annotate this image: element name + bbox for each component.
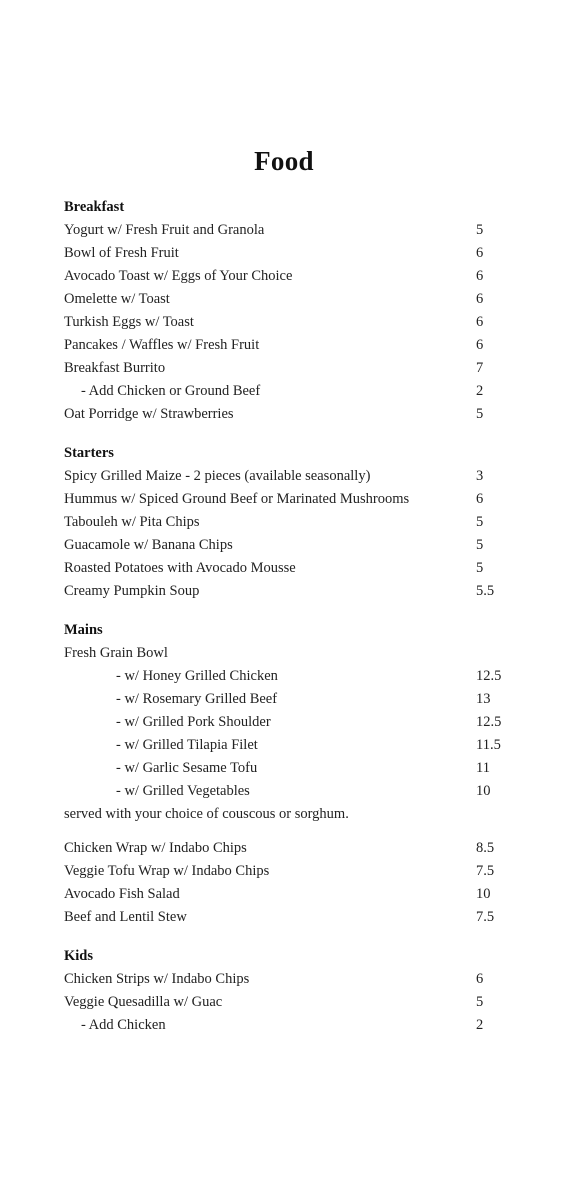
menu-item: [64, 511, 514, 534]
section-heading: Starters: [64, 445, 114, 461]
menu-item: [64, 403, 514, 426]
item-name: Fresh Grain Bowl: [64, 645, 168, 661]
section-heading: Kids: [64, 948, 94, 964]
bowl-variant: [64, 757, 514, 780]
variant-name: - w/ Grilled Vegetables: [116, 783, 250, 799]
addon-name: - Add Chicken: [81, 1017, 166, 1033]
item-name: Oat Porridge w/ Strawberries: [64, 406, 234, 422]
addon-price: 2: [476, 1017, 484, 1033]
bowl-variant: [64, 711, 514, 734]
item-price: 5: [476, 560, 484, 576]
item-price: 5: [476, 222, 484, 238]
bowl-variant: [64, 780, 514, 803]
bowl-variant: [64, 688, 514, 711]
section-starters: [64, 442, 514, 603]
item-name: Guacamole w/ Banana Chips: [64, 537, 233, 553]
menu-item: [64, 242, 514, 265]
variant-price: 12.5: [476, 714, 502, 730]
menu-item: [64, 311, 514, 334]
menu-item: [64, 906, 514, 929]
item-price: 6: [476, 491, 484, 507]
item-name: Beef and Lentil Stew: [64, 909, 187, 925]
menu-item: [64, 488, 514, 511]
item-name: Chicken Strips w/ Indabo Chips: [64, 971, 250, 987]
section-heading: Breakfast: [64, 199, 125, 215]
item-name: Hummus w/ Spiced Ground Beef or Marinated Mushrooms: [64, 491, 410, 507]
item-name: Veggie Tofu Wrap w/ Indabo Chips: [64, 863, 270, 879]
item-name: Roasted Potatoes with Avocado Mousse: [64, 560, 296, 576]
item-price: 7: [476, 360, 484, 376]
bowl-note: served with your choice of couscous or sorghum.: [64, 806, 349, 822]
menu-item: [64, 334, 514, 357]
item-price: 5: [476, 406, 484, 422]
item-name: Pancakes / Waffles w/ Fresh Fruit: [64, 337, 260, 353]
menu-item: [64, 991, 514, 1014]
item-price: 6: [476, 337, 484, 353]
menu-item: [64, 357, 514, 380]
menu-item: [64, 265, 514, 288]
item-name: Bowl of Fresh Fruit: [64, 245, 179, 261]
menu: [64, 196, 514, 1053]
item-price: 3: [476, 468, 484, 484]
variant-price: 10: [476, 783, 491, 799]
variant-price: 13: [476, 691, 491, 707]
menu-item: [64, 557, 514, 580]
menu-item: [64, 968, 514, 991]
menu-item: [64, 465, 514, 488]
menu-item: [64, 534, 514, 557]
item-price: 7.5: [476, 863, 495, 879]
bowl-variant: [64, 665, 514, 688]
item-name: Creamy Pumpkin Soup: [64, 583, 200, 599]
menu-item-bowl: [64, 642, 514, 665]
menu-addon: [64, 1014, 514, 1037]
menu-item: [64, 837, 514, 860]
item-name: Breakfast Burrito: [64, 360, 166, 376]
addon-price: 2: [476, 383, 484, 399]
item-name: Turkish Eggs w/ Toast: [64, 314, 194, 330]
item-price: 6: [476, 971, 484, 987]
menu-item: [64, 860, 514, 883]
variant-name: - w/ Garlic Sesame Tofu: [116, 760, 258, 776]
variant-name: - w/ Grilled Pork Shoulder: [116, 714, 271, 730]
variant-name: - w/ Rosemary Grilled Beef: [116, 691, 278, 707]
item-price: 5: [476, 514, 484, 530]
item-price: 5: [476, 994, 484, 1010]
item-price: 5: [476, 537, 484, 553]
item-price: 8.5: [476, 840, 495, 856]
item-name: Spicy Grilled Maize - 2 pieces (available seasonally): [64, 468, 371, 484]
variant-name: - w/ Honey Grilled Chicken: [116, 668, 278, 684]
item-price: 6: [476, 314, 484, 330]
divider: [64, 826, 514, 837]
item-name: Avocado Toast w/ Eggs of Your Choice: [64, 268, 293, 284]
bowl-variant: [64, 734, 514, 757]
variant-price: 11.5: [476, 737, 501, 753]
section-breakfast: [64, 196, 514, 426]
item-name: Chicken Wrap w/ Indabo Chips: [64, 840, 247, 856]
item-name: Avocado Fish Salad: [64, 886, 180, 902]
item-price: 6: [476, 268, 484, 284]
item-name: Veggie Quesadilla w/ Guac: [64, 994, 223, 1010]
variant-price: 11: [476, 760, 490, 776]
page-title: Food: [254, 146, 314, 176]
item-name: Omelette w/ Toast: [64, 291, 170, 307]
menu-item: [64, 288, 514, 311]
item-price: 6: [476, 291, 484, 307]
variant-name: - w/ Grilled Tilapia Filet: [116, 737, 258, 753]
item-name: Tabouleh w/ Pita Chips: [64, 514, 200, 530]
menu-item: [64, 883, 514, 906]
variant-price: 12.5: [476, 668, 502, 684]
item-price: 6: [476, 245, 484, 261]
menu-addon: [64, 380, 514, 403]
section-heading: Mains: [64, 622, 103, 638]
addon-name: - Add Chicken or Ground Beef: [81, 383, 261, 399]
menu-item: [64, 580, 514, 603]
item-price: 7.5: [476, 909, 495, 925]
section-mains: [64, 619, 514, 929]
menu-item: [64, 219, 514, 242]
item-price: 5.5: [476, 583, 495, 599]
section-kids: [64, 945, 514, 1037]
item-name: Yogurt w/ Fresh Fruit and Granola: [64, 222, 265, 238]
item-price: 10: [476, 886, 491, 902]
